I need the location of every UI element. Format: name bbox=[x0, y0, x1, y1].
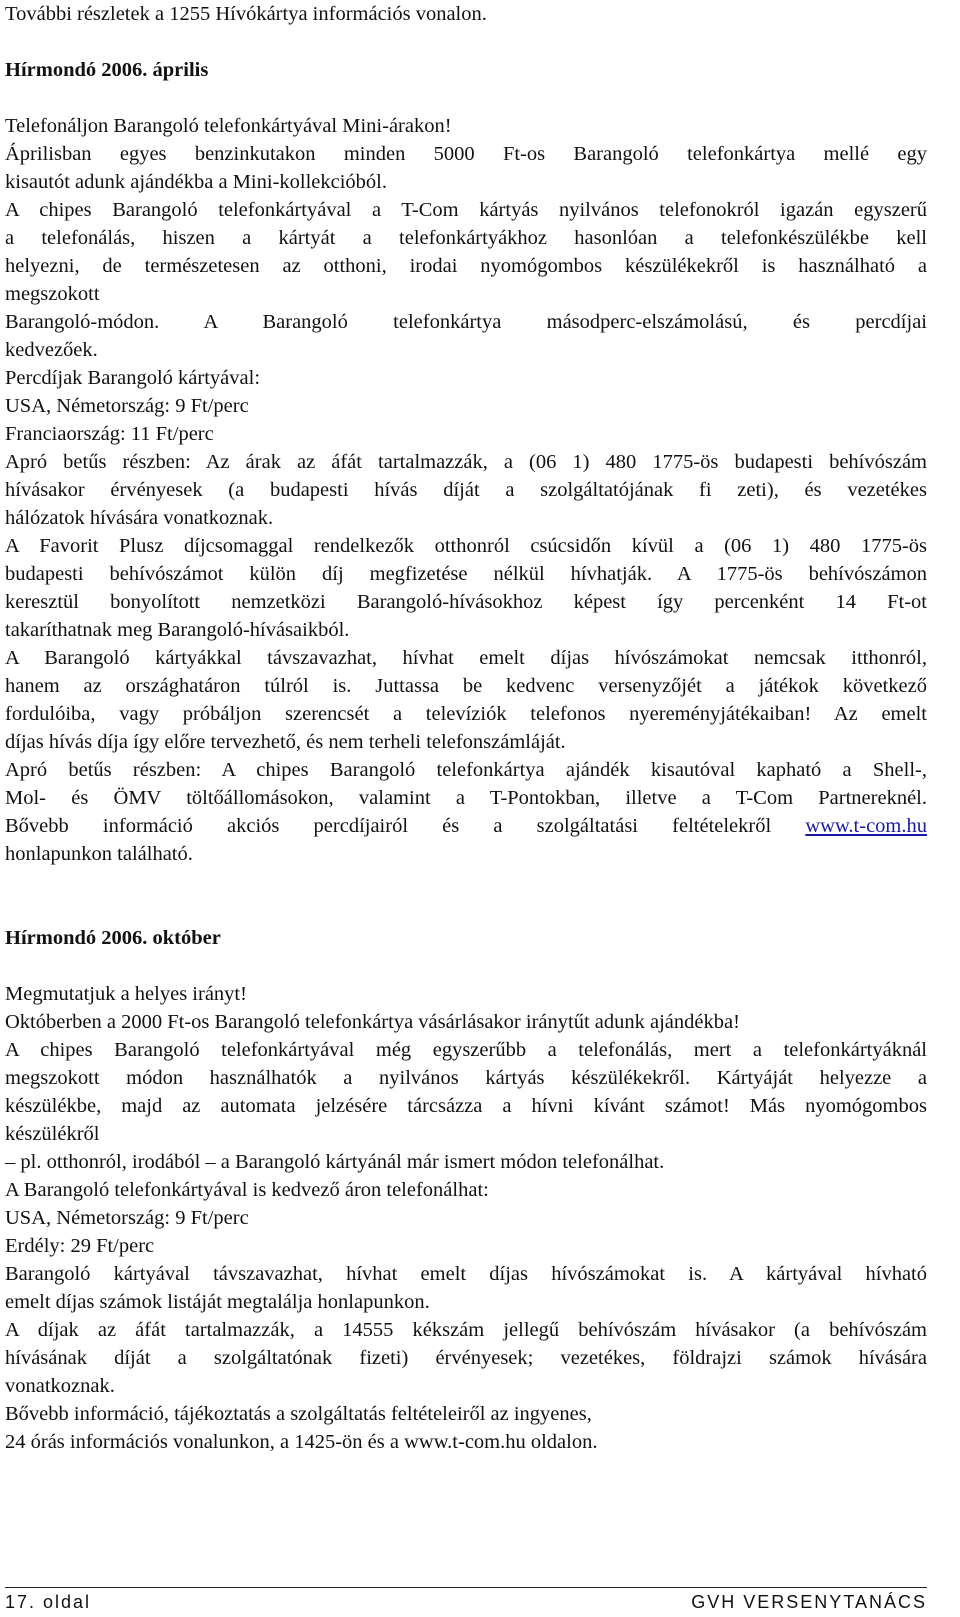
text-line: készülékbe, majd az automata jelzésére tárcsázza a hívni kívánt számot! Más nyomógombos bbox=[5, 1095, 927, 1117]
section-heading-april: Hírmondó 2006. április bbox=[5, 59, 209, 81]
text-line: Apró betűs részben: A chipes Barangoló telefonkártya ajándék kisautóval kapható a Shell-, bbox=[5, 759, 927, 781]
text-line: Októberben a 2000 Ft-os Barangoló telefonkártya vásárlásakor iránytűt adunk ajándékba! bbox=[5, 1011, 740, 1033]
text-line: 24 órás információs vonalunkon, a 1425-ön és a www.t-com.hu oldalon. bbox=[5, 1431, 598, 1453]
text-line: Megmutatjuk a helyes irányt! bbox=[5, 983, 247, 1005]
info-text: Bővebb információ akciós percdíjairól és a szolgáltatási feltételekről bbox=[5, 815, 772, 837]
intro-line: További részletek a 1255 Hívókártya információs vonalon. bbox=[5, 3, 487, 25]
text-line: helyezni, de természetesen az otthoni, irodai nyomógombos készülékekről is használható a bbox=[5, 255, 927, 277]
text-line: fordulóiba, vagy próbáljon szerencsét a televíziók telefonos nyereményjátékaiban! Az emelt bbox=[5, 703, 927, 725]
text-line: hívásának díját a szolgáltatónak fizeti) érvényesek; vezetékes, földrajzi számok hívására bbox=[5, 1347, 927, 1369]
text-line: USA, Németország: 9 Ft/perc bbox=[5, 395, 249, 417]
text-line: A Barangoló telefonkártyával is kedvező áron telefonálhat: bbox=[5, 1179, 489, 1201]
text-line: kedvezőek. bbox=[5, 339, 98, 361]
page-number: 17. oldal bbox=[5, 1592, 92, 1612]
text-line: díjas hívás díja így előre tervezhető, és nem terheli telefonszámláját. bbox=[5, 731, 566, 753]
text-line-with-link bbox=[5, 812, 927, 840]
text-line: A Favorit Plusz díjcsomaggal rendelkezők otthonról csúcsidőn kívül a (06 1) 480 1775-ös bbox=[5, 535, 927, 557]
text-line: – pl. otthonról, irodából – a Barangoló kártyánál már ismert módon telefonálhat. bbox=[5, 1151, 665, 1173]
text-line: Erdély: 29 Ft/perc bbox=[5, 1235, 155, 1257]
text-line: készülékről bbox=[5, 1123, 100, 1145]
text-line: hívásakor érvényesek (a budapesti hívás díját a szolgáltatójának fi zeti), és vezetékes bbox=[5, 479, 927, 501]
text-line: budapesti behívószámot külön díj megfizetése nélkül hívhatják. A 1775-ös behívószámon bbox=[5, 563, 927, 585]
text-line: hálózatok hívására vonatkoznak. bbox=[5, 507, 274, 529]
text-line: Apró betűs részben: Az árak az áfát tartalmazzák, a (06 1) 480 1775-ös budapesti behívószám bbox=[5, 451, 927, 473]
text-line: A chipes Barangoló telefonkártyával a T-Com kártyás nyilvános telefonokról igazán egyszerű bbox=[5, 199, 927, 221]
section-heading-october: Hírmondó 2006. október bbox=[5, 927, 221, 949]
text-line: megszokott módon használhatók a nyilvános kártyás készülékekről. Kártyáját helyezze a bbox=[5, 1067, 927, 1089]
text-line: megszokott bbox=[5, 283, 100, 305]
text-line: emelt díjas számok listáját megtalálja honlapunkon. bbox=[5, 1291, 430, 1313]
tcom-link[interactable]: www.t-com.hu bbox=[805, 815, 927, 837]
text-line: Áprilisban egyes benzinkutakon minden 5000 Ft-os Barangoló telefonkártya mellé egy bbox=[5, 143, 927, 165]
text-line: honlapunkon található. bbox=[5, 843, 193, 865]
section-october-body bbox=[5, 980, 927, 1456]
section-april-body bbox=[5, 112, 927, 868]
text-line: Mol- és ÖMV töltőállomásokon, valamint a T-Pontokban, illetve a T-Com Partnereknél. bbox=[5, 787, 927, 809]
text-line: vonatkoznak. bbox=[5, 1375, 115, 1397]
text-line: kisautót adunk ajándékba a Mini-kollekcióból. bbox=[5, 171, 388, 193]
text-line: A díjak az áfát tartalmazzák, a 14555 kékszám jellegű behívószám hívásakor (a behívószám bbox=[5, 1319, 927, 1341]
text-line: A chipes Barangoló telefonkártyával még egyszerűbb a telefonálás, mert a telefonkártyáknál bbox=[5, 1039, 927, 1061]
text-line: a telefonálás, hiszen a kártyát a telefonkártyákhoz hasonlóan a telefonkészülékbe kell bbox=[5, 227, 927, 249]
text-line: Percdíjak Barangoló kártyával: bbox=[5, 367, 261, 389]
text-line: takaríthatnak meg Barangoló-hívásaikból. bbox=[5, 619, 350, 641]
text-line: Telefonáljon Barangoló telefonkártyával Mini-árakon! bbox=[5, 115, 452, 137]
text-line: A Barangoló kártyákkal távszavazhat, hívhat emelt díjas hívószámokat nemcsak itthonról, bbox=[5, 647, 927, 669]
document-body bbox=[5, 0, 927, 1456]
text-line: hanem az országhatáron túlról is. Juttassa be kedvenc versenyzőjét a játékok következő bbox=[5, 675, 927, 697]
text-line: Franciaország: 11 Ft/perc bbox=[5, 423, 214, 445]
page-footer bbox=[5, 1590, 927, 1614]
text-line: Bővebb információ, tájékoztatás a szolgáltatás feltételeiről az ingyenes, bbox=[5, 1403, 592, 1425]
text-line: Barangoló-módon. A Barangoló telefonkártya másodperc-elszámolású, és percdíjai bbox=[5, 311, 927, 333]
text-line: keresztül bonyolított nemzetközi Barangoló-hívásokhoz képest így percenként 14 Ft-ot bbox=[5, 591, 927, 613]
text-line: Barangoló kártyával távszavazhat, hívhat emelt díjas hívószámokat is. A kártyával hívható bbox=[5, 1263, 927, 1285]
text-line: USA, Németország: 9 Ft/perc bbox=[5, 1207, 249, 1229]
footer-brand: GVH VERSENYTANÁCS bbox=[691, 1592, 927, 1612]
